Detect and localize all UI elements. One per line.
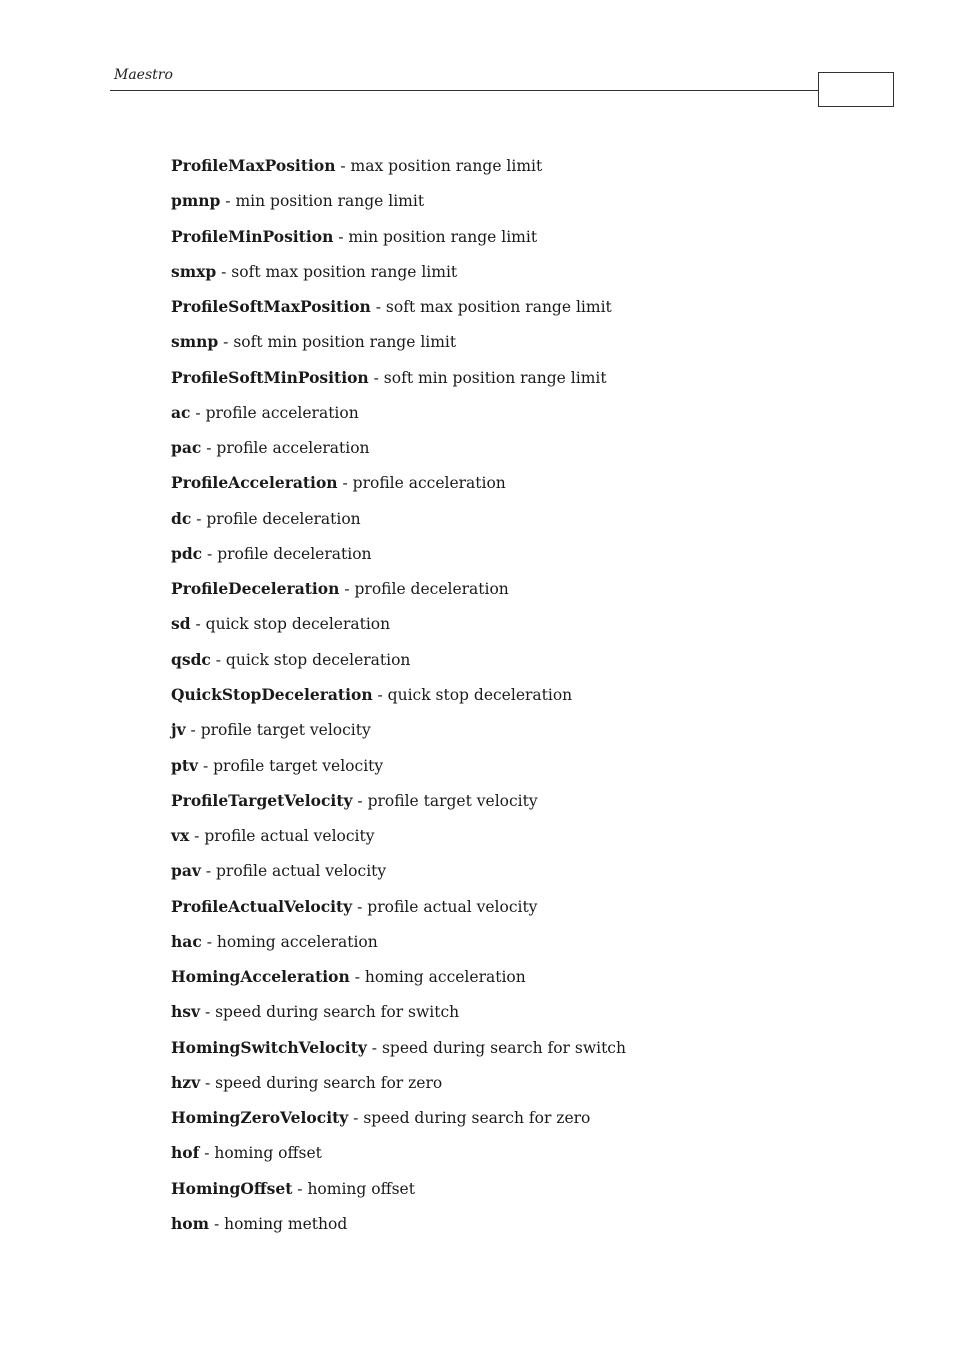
list-item	[171, 1073, 626, 1108]
command-term: ProfileTargetVelocity	[171, 790, 353, 810]
list-item	[171, 932, 626, 967]
command-term: pav	[171, 861, 201, 881]
command-term: pmnp	[171, 191, 221, 211]
command-term: QuickStopDeceleration	[171, 684, 373, 704]
command-term: ProfileSoftMaxPosition	[171, 297, 371, 317]
header-rule	[110, 90, 819, 91]
list-item	[171, 544, 626, 579]
command-term: ProfileAcceleration	[171, 473, 338, 493]
command-description: - speed during search for zero	[200, 1073, 443, 1092]
command-term: ProfileDeceleration	[171, 579, 340, 599]
list-item	[171, 297, 626, 332]
command-description: - profile target velocity	[185, 721, 371, 740]
command-description: - profile deceleration	[202, 544, 372, 563]
command-term: smnp	[171, 332, 219, 352]
command-description: - homing acceleration	[349, 968, 526, 987]
command-description: - profile deceleration	[339, 580, 509, 599]
list-item	[171, 720, 626, 755]
command-term: pac	[171, 438, 202, 458]
list-item	[171, 156, 626, 191]
command-description: - profile acceleration	[190, 403, 359, 422]
command-term: ProfileMaxPosition	[171, 156, 336, 175]
list-item	[171, 650, 626, 685]
command-term: vx	[171, 826, 190, 846]
command-description: - homing offset	[199, 1144, 322, 1163]
list-item	[171, 1108, 626, 1143]
command-term: dc	[171, 508, 192, 528]
command-term: HomingOffset	[171, 1178, 293, 1198]
command-description: - speed during search for switch	[200, 1003, 460, 1022]
list-item	[171, 791, 626, 826]
command-description: - homing acceleration	[201, 932, 378, 951]
list-item	[171, 262, 626, 297]
list-item	[171, 756, 626, 791]
list-item	[171, 685, 626, 720]
command-term: qsdc	[171, 649, 211, 669]
command-description: - profile target velocity	[352, 791, 538, 810]
command-term: hof	[171, 1143, 200, 1163]
command-description: - soft min position range limit	[368, 368, 607, 387]
list-item	[171, 1214, 626, 1249]
command-description: - profile target velocity	[198, 756, 384, 775]
list-item	[171, 826, 626, 861]
header-title: Maestro	[114, 67, 173, 83]
list-item	[171, 227, 626, 262]
command-term: smxp	[171, 261, 217, 281]
command-description: - quick stop deceleration	[190, 615, 391, 634]
command-term: hom	[171, 1213, 210, 1233]
list-item	[171, 897, 626, 932]
command-description: - min position range limit	[220, 192, 425, 211]
list-item	[171, 438, 626, 473]
command-term: ProfileSoftMinPosition	[171, 367, 369, 387]
list-item	[171, 967, 626, 1002]
command-term: HomingAcceleration	[171, 967, 350, 987]
command-term: hsv	[171, 1002, 201, 1022]
command-term: ProfileActualVelocity	[171, 896, 353, 916]
list-item	[171, 1002, 626, 1037]
command-description: - profile actual velocity	[189, 827, 375, 846]
command-description: - profile actual velocity	[352, 897, 538, 916]
command-description: - profile acceleration	[337, 474, 506, 493]
list-item	[171, 1143, 626, 1178]
list-item	[171, 403, 626, 438]
list-item	[171, 579, 626, 614]
command-list	[171, 156, 626, 1249]
command-term: ProfileMinPosition	[171, 226, 334, 246]
command-term: hac	[171, 931, 202, 951]
command-term: HomingSwitchVelocity	[171, 1037, 367, 1057]
command-description: - quick stop deceleration	[372, 685, 573, 704]
command-description: - speed during search for switch	[366, 1038, 626, 1057]
command-description: - profile acceleration	[201, 439, 370, 458]
command-term: HomingZeroVelocity	[171, 1108, 349, 1128]
command-term: ptv	[171, 755, 199, 775]
list-item	[171, 1179, 626, 1214]
command-description: - homing method	[209, 1214, 348, 1233]
command-description: - speed during search for zero	[348, 1109, 591, 1128]
list-item	[171, 614, 626, 649]
command-term: ac	[171, 402, 191, 422]
list-item	[171, 473, 626, 508]
command-term: pdc	[171, 543, 203, 563]
command-description: - profile deceleration	[191, 509, 361, 528]
command-description: - quick stop deceleration	[210, 650, 411, 669]
list-item	[171, 861, 626, 896]
command-description: - min position range limit	[333, 227, 538, 246]
list-item	[171, 332, 626, 367]
command-description: - profile actual velocity	[200, 862, 387, 881]
command-term: sd	[171, 614, 191, 634]
list-item	[171, 509, 626, 544]
list-item	[171, 191, 626, 226]
page-number-box	[818, 72, 894, 107]
command-description: - max position range limit	[335, 157, 543, 175]
list-item	[171, 1038, 626, 1073]
command-description: - soft max position range limit	[216, 262, 458, 281]
command-description: - homing offset	[292, 1179, 415, 1198]
list-item	[171, 368, 626, 403]
command-term: jv	[171, 720, 186, 740]
command-term: hzv	[171, 1072, 201, 1092]
command-description: - soft min position range limit	[218, 333, 457, 352]
command-description: - soft max position range limit	[370, 298, 612, 317]
